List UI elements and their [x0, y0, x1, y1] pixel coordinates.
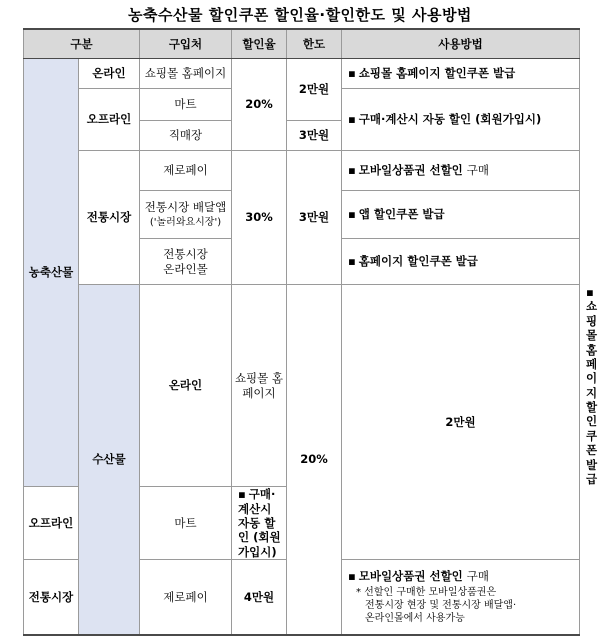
subcategory-online: 온라인 — [140, 285, 232, 487]
method-text: 모바일상품권 선할인 — [358, 163, 463, 178]
subcategory-offline: 오프라인 — [24, 487, 79, 560]
place-text: 전통시장 배달앱 — [144, 199, 227, 214]
place-cell: 직매장 — [140, 121, 232, 151]
bullet-icon: ▪ — [348, 163, 356, 178]
bullet-icon: ▪ — [348, 112, 356, 127]
bullet-icon: ▪ — [586, 285, 594, 299]
method-cell — [342, 191, 580, 239]
coupon-table — [23, 28, 598, 636]
note-line: 전통시장 현장 및 전통시장 배달앱· — [365, 600, 517, 612]
bullet-icon: ▪ — [348, 66, 356, 81]
place-cell: 마트 — [140, 487, 232, 560]
note-line: 온라인몰에서 사용가능 — [365, 613, 465, 625]
place-cell: 쇼핑몰 홈페이지 — [140, 59, 232, 89]
method-text: 앱 할인쿠폰 발급 — [358, 207, 445, 222]
method-text-plain: 구매 — [466, 163, 490, 178]
method-cell — [342, 59, 580, 89]
header-rate: 할인율 — [232, 29, 287, 59]
subcategory-offline: 오프라인 — [79, 89, 140, 151]
place-cell — [140, 191, 232, 239]
method-text: 구매·계산시 자동 할인 (회원가입시) — [358, 112, 542, 127]
subcategory-market: 전통시장 — [24, 560, 79, 635]
table-row — [24, 151, 580, 191]
note-line: * 선할인 구매한 모바일상품권은 — [356, 587, 497, 599]
bullet-icon: ▪ — [238, 487, 246, 502]
method-text: 쇼핑몰 홈페이지 할인쿠폰 발급 — [586, 299, 598, 486]
limit-cell: 3만원 — [287, 151, 342, 285]
method-cell — [342, 239, 580, 285]
place-cell: 마트 — [140, 89, 232, 121]
limit-cell: 4만원 — [232, 560, 287, 635]
page-title: 농축수산물 할인쿠폰 할인율·할인한도 및 사용방법 — [128, 6, 472, 24]
place-text: 전통시장 — [163, 247, 208, 262]
place-cell: 제로페이 — [140, 560, 232, 635]
header-place: 구입처 — [140, 29, 232, 59]
method-text-plain: 구매 — [466, 568, 490, 583]
rate-cell: 20% — [232, 59, 287, 151]
bullet-icon: ▪ — [348, 254, 356, 269]
usage-note — [348, 586, 579, 625]
place-subtext: ('놀러와요시장') — [149, 216, 222, 228]
header-row — [24, 29, 580, 59]
place-text: 온라인몰 — [163, 261, 208, 276]
limit-cell: 3만원 — [287, 121, 342, 151]
method-text: 모바일상품권 선할인 — [358, 568, 463, 583]
rate-cell: 30% — [232, 151, 287, 285]
method-cell — [232, 487, 287, 560]
rate-cell: 20% — [287, 285, 342, 635]
header-limit: 한도 — [287, 29, 342, 59]
method-text: 구매·계산시 자동 할인 (회원가입시) — [238, 487, 281, 559]
place-cell: 제로페이 — [140, 151, 232, 191]
header-category: 구분 — [24, 29, 140, 59]
place-cell — [140, 239, 232, 285]
place-cell: 쇼핑몰 홈페이지 — [232, 285, 287, 487]
table-row — [24, 59, 580, 89]
bullet-icon: ▪ — [348, 207, 356, 222]
subcategory-online: 온라인 — [79, 59, 140, 89]
subcategory-market: 전통시장 — [79, 151, 140, 285]
header-method: 사용방법 — [342, 29, 580, 59]
method-text: 홈페이지 할인쿠폰 발급 — [358, 254, 478, 269]
bullet-icon: ▪ — [348, 568, 356, 583]
method-cell — [342, 89, 580, 151]
method-cell — [342, 560, 580, 635]
limit-cell: 2만원 — [342, 285, 580, 560]
table-row — [24, 285, 580, 487]
category-fish: 수산물 — [79, 285, 140, 635]
method-cell — [342, 151, 580, 191]
method-text: 쇼핑몰 홈페이지 할인쿠폰 발급 — [358, 66, 516, 81]
category-agri: 농축산물 — [24, 59, 79, 487]
limit-cell: 2만원 — [287, 59, 342, 121]
